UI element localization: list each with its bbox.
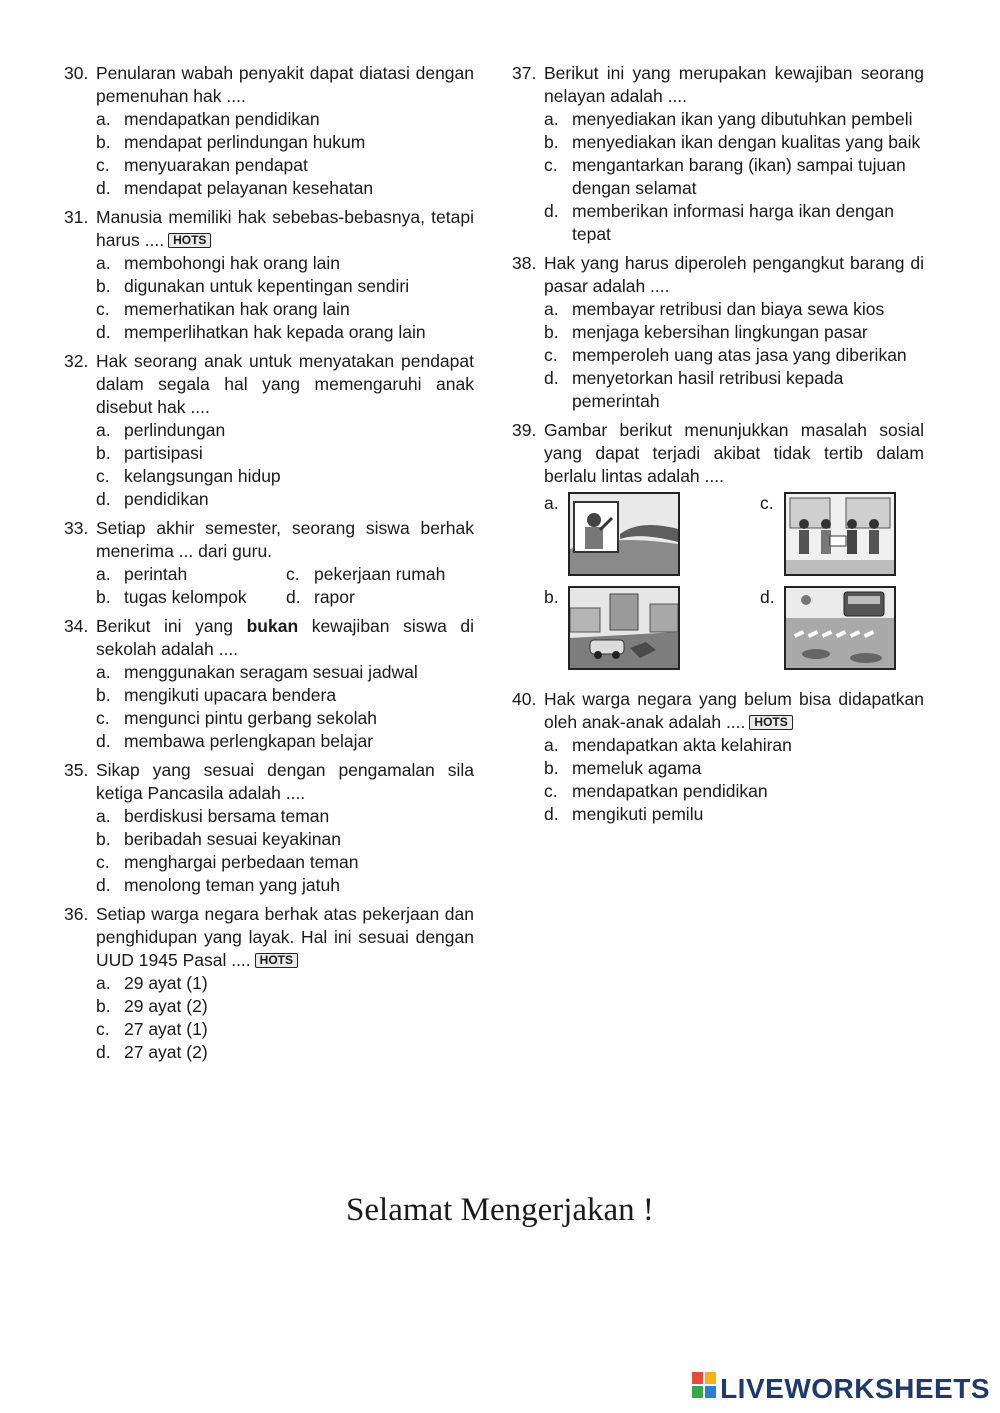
option-c[interactable]: c. memperoleh uang atas jasa yang diberikan	[544, 345, 907, 365]
picture-label-a: a.	[544, 493, 559, 513]
liveworksheets-brand[interactable]	[692, 1372, 990, 1405]
hots-badge: HOTS	[168, 233, 211, 248]
question-31	[64, 206, 474, 344]
option-c[interactable]: c. kelangsungan hidup	[96, 466, 281, 486]
option-d[interactable]: d. mengikuti pemilu	[544, 804, 704, 824]
picture-option-a[interactable]	[568, 492, 680, 576]
question-35	[64, 759, 474, 897]
people-group-illustration	[786, 494, 894, 574]
question-number: 31.	[64, 207, 89, 227]
option-d[interactable]: d. memberikan informasi harga ikan dengan tepat	[544, 201, 894, 244]
option-c[interactable]: c. 27 ayat (1)	[96, 1019, 208, 1039]
question-number: 35.	[64, 760, 89, 780]
right-column	[512, 62, 924, 832]
option-c[interactable]: c. mengantarkan barang (ikan) sampai tujuan dengan selamat	[544, 155, 906, 198]
option-d[interactable]: d. membawa perlengkapan belajar	[96, 731, 374, 751]
picture-label-b: b.	[544, 587, 559, 607]
option-b[interactable]: b. mendapat perlindungan hukum	[96, 132, 366, 152]
hots-badge: HOTS	[749, 715, 792, 730]
question-30	[64, 62, 474, 200]
question-number: 34.	[64, 616, 89, 636]
option-d[interactable]: d. 27 ayat (2)	[96, 1042, 208, 1062]
question-stem: Gambar berikut menunjukkan masalah sosial yang dapat terjadi akibat tidak tertib dalam berlalu lintas adalah ....	[544, 420, 924, 486]
question-34	[64, 615, 474, 753]
option-a[interactable]: a. perlindungan	[96, 420, 226, 440]
option-a[interactable]: a. mendapatkan akta kelahiran	[544, 735, 792, 755]
picture-label-c: c.	[760, 493, 774, 513]
picture-options	[512, 492, 924, 670]
question-37	[512, 62, 924, 246]
picture-option-d[interactable]	[784, 586, 896, 670]
question-number: 40.	[512, 689, 537, 709]
closing-message: Selamat Mengerjakan !	[346, 1192, 654, 1228]
question-number: 36.	[64, 904, 89, 924]
question-stem: Manusia memiliki hak sebebas-bebasnya, tetapi harus .... HOTS	[96, 207, 474, 250]
question-number: 32.	[64, 351, 89, 371]
question-number: 39.	[512, 420, 537, 440]
option-c[interactable]: c. menghargai perbedaan teman	[96, 852, 359, 872]
question-36	[64, 903, 474, 1064]
option-d[interactable]: d. pendidikan	[96, 489, 209, 509]
picture-option-b[interactable]	[568, 586, 680, 670]
option-a[interactable]: a. menyediakan ikan yang dibutuhkan pembeli	[544, 109, 913, 129]
brand-name: LIVEWORKSHEETS	[720, 1372, 990, 1404]
question-number: 33.	[64, 518, 89, 538]
liveworksheets-logo-icon	[692, 1372, 716, 1405]
question-stem: Penularan wabah penyakit dapat diatasi dengan pemenuhan hak ....	[96, 63, 474, 106]
question-stem: Setiap akhir semester, seorang siswa berhak menerima ... dari guru.	[96, 518, 474, 561]
option-d[interactable]: d. menyetorkan hasil retribusi kepada pemerintah	[544, 368, 844, 411]
option-b[interactable]: b. memeluk agama	[544, 758, 702, 778]
question-stem: Hak yang harus diperoleh pengangkut barang di pasar adalah ....	[544, 253, 924, 296]
question-number: 38.	[512, 253, 537, 273]
option-d[interactable]: d. memperlihatkan hak kepada orang lain	[96, 322, 426, 342]
left-column	[64, 62, 474, 1070]
option-a[interactable]: a. 29 ayat (1)	[96, 973, 208, 993]
question-33	[64, 517, 474, 609]
traffic-accident-illustration	[570, 588, 678, 668]
road-crossing-illustration	[786, 588, 894, 668]
option-d[interactable]: d. menolong teman yang jatuh	[96, 875, 340, 895]
option-b[interactable]: b. 29 ayat (2)	[96, 996, 208, 1016]
option-d[interactable]: d. rapor	[286, 587, 355, 607]
option-a[interactable]: a. mendapatkan pendidikan	[96, 109, 320, 129]
question-39	[512, 419, 924, 670]
option-b[interactable]: b. partisipasi	[96, 443, 203, 463]
picture-label-d: d.	[760, 587, 775, 607]
question-32	[64, 350, 474, 511]
question-stem: Hak warga negara yang belum bisa didapatkan oleh anak-anak adalah .... HOTS	[544, 689, 924, 732]
option-c[interactable]: c. menyuarakan pendapat	[96, 155, 308, 175]
option-c[interactable]: c. memerhatikan hak orang lain	[96, 299, 350, 319]
question-38	[512, 252, 924, 413]
question-number: 30.	[64, 63, 89, 83]
option-b[interactable]: b. tugas kelompok	[96, 587, 247, 607]
option-a[interactable]: a. perintah	[96, 564, 188, 584]
option-a[interactable]: a. menggunakan seragam sesuai jadwal	[96, 662, 418, 682]
option-b[interactable]: b. menjaga kebersihan lingkungan pasar	[544, 322, 868, 342]
option-b[interactable]: b. mengikuti upacara bendera	[96, 685, 337, 705]
option-d[interactable]: d. mendapat pelayanan kesehatan	[96, 178, 374, 198]
picture-option-c[interactable]	[784, 492, 896, 576]
hots-badge: HOTS	[255, 953, 298, 968]
question-40	[512, 688, 924, 826]
question-stem: Berikut ini yang bukan kewajiban siswa di sekolah adalah ....	[96, 616, 475, 659]
option-c[interactable]: c. pekerjaan rumah	[286, 564, 446, 584]
person-at-window-illustration	[570, 494, 678, 574]
option-a[interactable]: a. membohongi hak orang lain	[96, 253, 340, 273]
question-stem: Setiap warga negara berhak atas pekerjaan dan penghidupan yang layak. Hal ini sesuai dengan UUD 1945 Pasal .... HOTS	[96, 904, 474, 970]
question-stem: Berikut ini yang merupakan kewajiban seorang nelayan adalah ....	[544, 63, 924, 106]
option-b[interactable]: b. digunakan untuk kepentingan sendiri	[96, 276, 410, 296]
question-stem: Sikap yang sesuai dengan pengamalan sila ketiga Pancasila adalah ....	[96, 760, 474, 803]
option-a[interactable]: a. membayar retribusi dan biaya sewa kios	[544, 299, 885, 319]
question-stem: Hak seorang anak untuk menyatakan pendapat dalam segala hal yang memengaruhi anak disebut hak ....	[96, 351, 474, 417]
option-b[interactable]: b. beribadah sesuai keyakinan	[96, 829, 341, 849]
option-b[interactable]: b. menyediakan ikan dengan kualitas yang baik	[544, 132, 921, 152]
question-number: 37.	[512, 63, 537, 83]
option-c[interactable]: c. mengunci pintu gerbang sekolah	[96, 708, 377, 728]
option-c[interactable]: c. mendapatkan pendidikan	[544, 781, 768, 801]
option-a[interactable]: a. berdiskusi bersama teman	[96, 806, 330, 826]
